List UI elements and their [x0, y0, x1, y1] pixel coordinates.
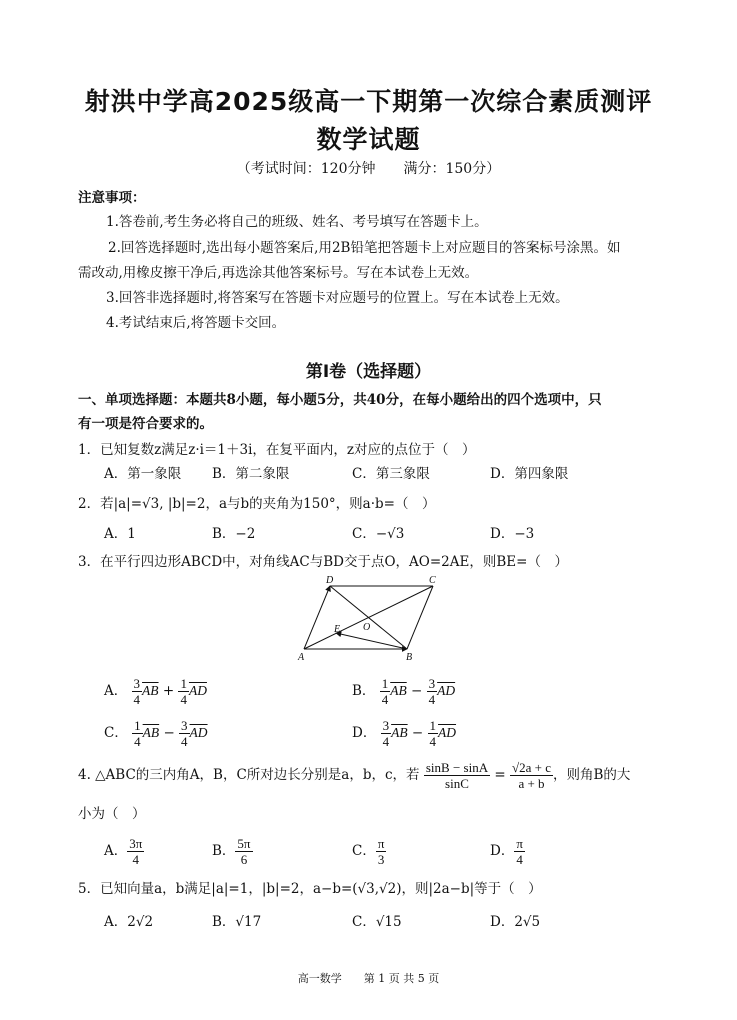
subject-title: 数学试题	[316, 125, 421, 154]
q4-option-d: D． $\frac{\pi}{4}$	[490, 836, 523, 867]
side-bc	[407, 586, 433, 649]
q5-option-c: C．√15	[352, 914, 402, 930]
q3-option-c: C． $\frac{1}{4}$ $\overline{AB}$ − $\frac{3}{4}$ $\overline{AD}$	[104, 718, 208, 749]
q2-option-c: C．−√3	[352, 526, 405, 542]
q4-option-b: B． $\frac{5\pi}{6}$	[212, 836, 251, 867]
q4-option-a: A． $\frac{3\pi}{4}$	[104, 836, 143, 867]
q3-stem: 3．在平行四边形ABCD中，对角线AC与BD交于点O，AO=2AE，则BE=（ ）	[78, 554, 568, 570]
q2-option-a: A．1	[104, 526, 136, 542]
q3-option-b: B． $\frac{1}{4}$ $\overline{AB}$ − $\frac{3}{4}$ $\overline{AD}$	[352, 676, 456, 707]
q5-option-b: B．√17	[212, 914, 262, 930]
section-instruction: 一、单项选择题：本题共8小题，每小题5分，共40分，在每小题给出的四个选项中，只	[78, 392, 602, 408]
notes-heading: 注意事项：	[78, 190, 146, 206]
q3-option-a: A． $\frac{3}{4}$ $\overline{AB}$ + $\frac{1}{4}$ $\overline{AD}$	[104, 676, 207, 707]
q1-stem: 1．已知复数z满足z·i＝1＋3i，在复平面内，z对应的点位于（ ）	[78, 442, 476, 458]
note-2: 2.回答选择题时,选出每小题答案后,用2B铅笔把答题卡上对应题目的答案标号涂黑。如	[108, 240, 621, 256]
q2-option-b: B．−2	[212, 526, 256, 542]
exam-info: （考试时间：120分钟 满分：150分）	[236, 161, 501, 177]
side-ad	[304, 586, 330, 649]
q4-stem: 4. △ABC的三内角A，B，C所对边长分别是a，b，c，若 $\frac{\sin B - \sin A}{\sin C}$ = $\frac{√2a + c}{a + b}$ ，则角B的大	[78, 760, 631, 791]
q1-option-b: B．第二象限	[212, 466, 290, 482]
section-instruction-cont: 有一项是符合要求的。	[78, 416, 213, 432]
note-4: 4.考试结束后,将答题卡交回。	[106, 315, 286, 331]
page-footer: 高一数学 第 1 页 共 5 页	[297, 972, 440, 985]
q4-stem-cont: 小为（ ）	[78, 806, 146, 822]
point-o: O	[363, 622, 371, 633]
note-1: 1.答卷前,考生务必将自己的班级、姓名、考号填写在答题卡上。	[106, 214, 488, 230]
vertex-b: B	[406, 652, 413, 663]
point-e: E	[334, 624, 341, 635]
parallelogram-figure	[290, 572, 450, 664]
q5-stem: 5．已知向量a，b满足|a|=1，|b|=2，a−b=(√3,√2)，则|2a−b|等于（ ）	[78, 881, 542, 897]
q4-option-c: C． $\frac{\pi}{3}$	[352, 836, 385, 867]
vertex-d: D	[326, 575, 334, 586]
q5-option-d: D．2√5	[490, 914, 541, 930]
section-title: 第Ⅰ卷（选择题）	[305, 362, 432, 382]
q3-option-d: D． $\frac{3}{4}$ $\overline{AB}$ − $\frac{1}{4}$ $\overline{AD}$	[352, 718, 457, 749]
note-2-cont: 需改动,用橡皮擦干净后,再选涂其他答案标号。写在本试卷上无效。	[78, 265, 479, 281]
q2-stem: 2．若|a|=√3, |b|=2，a与b的夹角为150°，则a·b=（ ）	[78, 496, 436, 512]
q1-option-a: A．第一象限	[104, 466, 182, 482]
q1-option-c: C．第三象限	[352, 466, 430, 482]
vertex-c: C	[429, 575, 436, 586]
note-3: 3.回答非选择题时,将答案写在答题卡对应题号的位置上。写在本试卷上无效。	[106, 290, 569, 306]
q2-option-d: D．−3	[490, 526, 535, 542]
q5-option-a: A．2√2	[104, 914, 154, 930]
q1-option-d: D．第四象限	[490, 466, 569, 482]
vector-be	[336, 633, 407, 649]
vertex-a: A	[298, 652, 305, 663]
diagonal-bd	[330, 586, 407, 649]
exam-title: 射洪中学高2025级高一下期第一次综合素质测评	[84, 87, 653, 116]
